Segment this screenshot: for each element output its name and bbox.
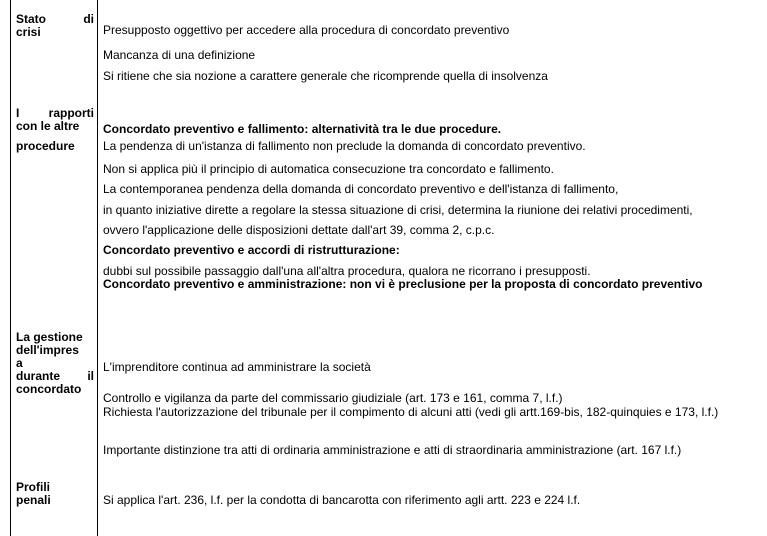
section-heading-gestione	[16, 331, 94, 396]
text-line: ovvero l'applicazione delle disposizioni dettate dall'art 39, comma 2, c.p.c.	[103, 223, 495, 237]
text-line: L'imprenditore continua ad amministrare la società	[103, 360, 371, 374]
text-line: La contemporanea pendenza della domanda di concordato preventivo e dell'istanza di fallimento,	[103, 182, 619, 196]
heading-line: a	[16, 356, 23, 370]
heading-line: con le altre	[16, 119, 80, 133]
section-heading-penali	[16, 481, 94, 507]
heading-line: crisi	[16, 25, 41, 39]
heading-line: Profili	[16, 480, 51, 494]
heading-line: penali	[16, 493, 51, 507]
text-line: Si applica l'art. 236, l.f. per la condotta di bancarotta con riferimento agli artt. 223 e 224 l.f.	[103, 493, 581, 507]
text-line: Importante distinzione tra atti di ordinaria amministrazione e atti di straordinaria amministrazione (art. 167 l.f.)	[103, 443, 682, 457]
heading-line: dell'impres	[16, 343, 79, 357]
text-line: Controllo e vigilanza da parte del commissario giudiziale (art. 173 e 161, comma 7, l.f.)	[103, 391, 563, 405]
text-line: Si ritiene che sia nozione a carattere generale che ricomprende quella di insolvenza	[103, 69, 548, 83]
text-line-bold: Concordato preventivo e fallimento: alternatività tra le due procedure.	[103, 122, 502, 136]
text-line: La pendenza di un'istanza di fallimento non preclude la domanda di concordato preventivo.	[103, 139, 586, 153]
text-line: dubbi sul possibile passaggio dall'una all'altra procedura, qualora ne ricorrano i presupposti.	[103, 264, 591, 278]
text-line-bold: Concordato preventivo e accordi di ristrutturazione:	[103, 243, 400, 257]
text-line: Mancanza di una definizione	[103, 48, 256, 62]
heading-line: I rapporti	[16, 106, 94, 120]
text-line: Non si applica più il principio di automatica consecuzione tra concordato e fallimento.	[103, 162, 554, 176]
heading-line: Stato di	[16, 12, 94, 26]
text-line: Presupposto oggettivo per accedere alla procedura di concordato preventivo	[103, 23, 510, 37]
heading-line: concordato	[16, 382, 82, 396]
text-paragraph: Richiesta l'autorizzazione del tribunale per il compimento di alcuni atti (vedi gli artt.169-bis, 182-quinquies e 173, l.f.)	[103, 405, 719, 419]
column-divider	[97, 0, 98, 536]
text-line: in quanto iniziative dirette a regolare la stessa situazione di crisi, determina la riunione dei relativi procedimenti,	[103, 203, 693, 217]
section-heading-stato-di-crisi	[16, 13, 94, 39]
text-paragraph-bold: Concordato preventivo e amministrazione: non vi è preclusione per la proposta di concordato preventivo	[103, 277, 703, 291]
left-border	[10, 0, 11, 536]
heading-line: durante il	[16, 369, 94, 383]
heading-line: La gestione	[16, 330, 83, 344]
section-heading-rapporti	[16, 107, 94, 153]
heading-line: procedure	[16, 139, 75, 153]
